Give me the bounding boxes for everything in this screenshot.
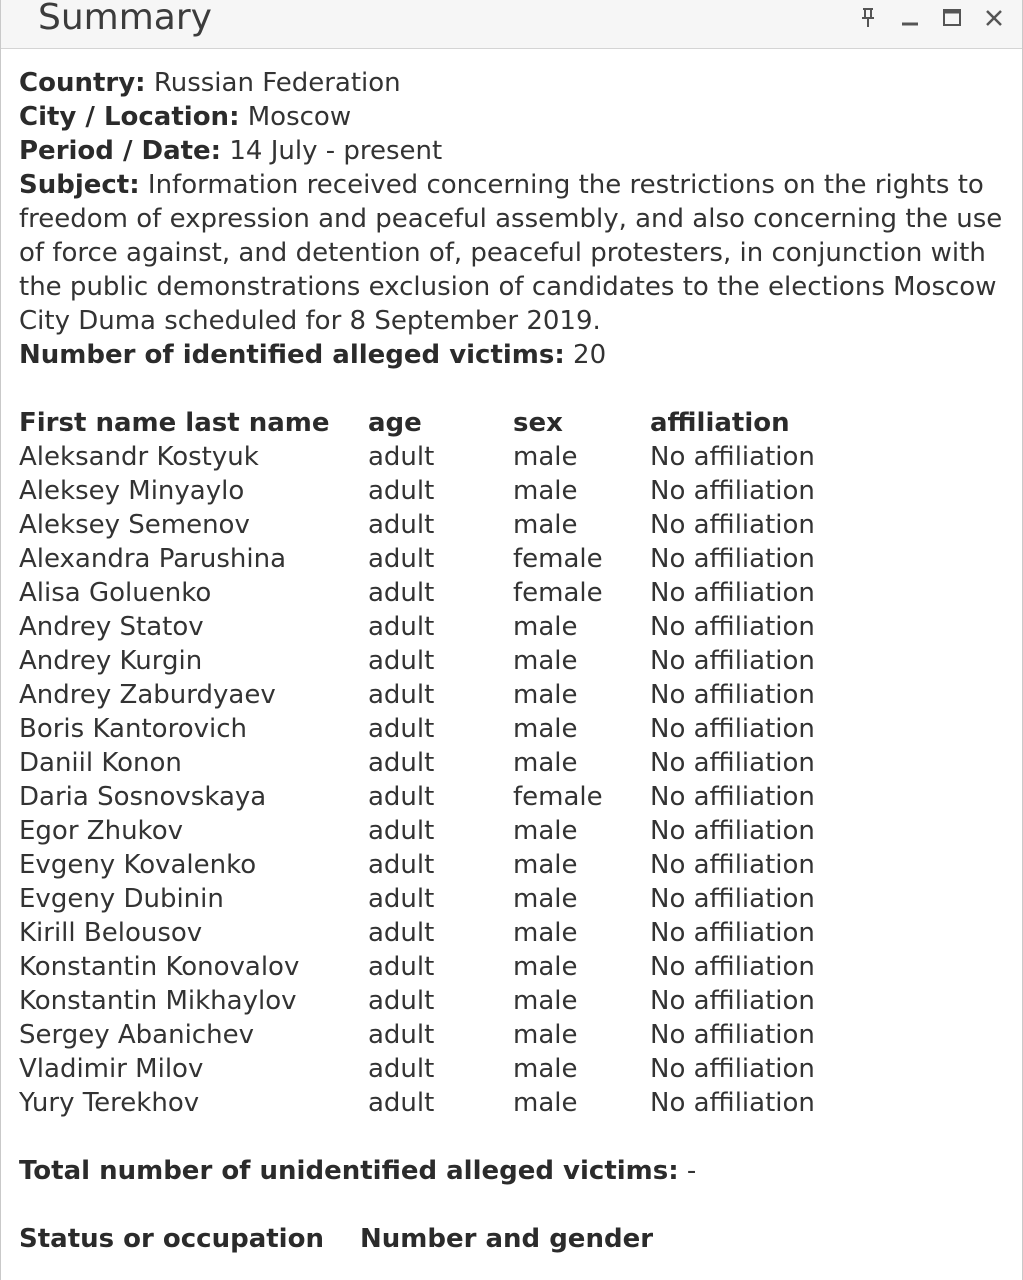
victim-age: adult <box>368 578 435 608</box>
victim-age: adult <box>368 918 435 948</box>
victim-name: Konstantin Konovalov <box>19 952 300 982</box>
victim-age: adult <box>368 1054 435 1084</box>
victim-name: Andrey Zaburdyaev <box>19 680 276 710</box>
table-row <box>19 848 910 882</box>
victims-table <box>19 406 910 1120</box>
victim-age: adult <box>368 510 435 540</box>
spacer <box>19 1188 1009 1222</box>
victim-age: adult <box>368 850 435 880</box>
table-row <box>19 984 910 1018</box>
table-row <box>19 576 910 610</box>
table-row <box>19 610 910 644</box>
victim-age: adult <box>368 612 435 642</box>
victim-age: adult <box>368 816 435 846</box>
victim-sex: male <box>513 510 578 540</box>
table-row <box>19 916 910 950</box>
victim-name: Aleksey Minyaylo <box>19 476 245 506</box>
city-label: City / Location: <box>19 102 240 132</box>
victim-age: adult <box>368 646 435 676</box>
victim-affiliation: No affiliation <box>650 918 815 948</box>
victim-name: Boris Kantorovich <box>19 714 247 744</box>
victim-affiliation: No affiliation <box>650 1020 815 1050</box>
victim-sex: male <box>513 1020 578 1050</box>
victim-sex: male <box>513 986 578 1016</box>
victim-name: Yury Terekhov <box>19 1088 200 1118</box>
pin-icon[interactable] <box>854 4 882 32</box>
table-row <box>19 474 910 508</box>
victim-affiliation: No affiliation <box>650 544 815 574</box>
victim-sex: female <box>513 782 603 812</box>
victim-affiliation: No affiliation <box>650 1054 815 1084</box>
victim-affiliation: No affiliation <box>650 612 815 642</box>
victim-sex: female <box>513 544 603 574</box>
victim-affiliation: No affiliation <box>650 476 815 506</box>
victim-name: Egor Zhukov <box>19 816 183 846</box>
victim-sex: male <box>513 442 578 472</box>
victim-name: Andrey Kurgin <box>19 646 203 676</box>
victim-name: Alexandra Parushina <box>19 544 287 574</box>
table-row <box>19 746 910 780</box>
victim-affiliation: No affiliation <box>650 884 815 914</box>
table-row <box>19 1018 910 1052</box>
victim-sex: male <box>513 1088 578 1118</box>
table-header-row <box>19 406 910 440</box>
victim-sex: male <box>513 1054 578 1084</box>
table-row <box>19 678 910 712</box>
subject-label: Subject: <box>19 170 140 200</box>
victim-affiliation: No affiliation <box>650 952 815 982</box>
victim-affiliation: No affiliation <box>650 510 815 540</box>
status-header-row <box>19 1222 1009 1256</box>
victim-age: adult <box>368 476 435 506</box>
victim-sex: male <box>513 816 578 846</box>
city-value: Moscow <box>247 102 352 132</box>
subject-value: Information received concerning the restrictions on the rights to freedom of expression and peaceful assembly, and also concerning the use of force against, and detention of, peaceful protesters, in conjunction with the public demonstrations exclusion of candidates to the elections Moscow City Duma scheduled for 8 September 2019. <box>19 170 1003 336</box>
victim-sex: male <box>513 850 578 880</box>
table-row <box>19 644 910 678</box>
victim-name: Andrey Statov <box>19 612 204 642</box>
window-title: Summary <box>38 0 212 38</box>
victim-affiliation: No affiliation <box>650 748 815 778</box>
victims-count-line <box>19 338 1009 372</box>
victim-age: adult <box>368 952 435 982</box>
victim-sex: male <box>513 714 578 744</box>
victim-sex: male <box>513 952 578 982</box>
spacer <box>19 372 1009 406</box>
table-row <box>19 508 910 542</box>
victim-age: adult <box>368 680 435 710</box>
victim-sex: male <box>513 646 578 676</box>
victim-affiliation: No affiliation <box>650 850 815 880</box>
period-label: Period / Date: <box>19 136 222 166</box>
table-row <box>19 780 910 814</box>
victim-name: Daria Sosnovskaya <box>19 782 267 812</box>
table-row <box>19 440 910 474</box>
victim-affiliation: No affiliation <box>650 442 815 472</box>
victim-age: adult <box>368 748 435 778</box>
victim-age: adult <box>368 1088 435 1118</box>
victim-sex: male <box>513 680 578 710</box>
victim-age: adult <box>368 714 435 744</box>
victim-name: Evgeny Dubinin <box>19 884 224 914</box>
victim-age: adult <box>368 442 435 472</box>
spacer <box>19 1120 1009 1154</box>
victim-name: Aleksey Semenov <box>19 510 250 540</box>
period-line <box>19 134 1009 168</box>
victim-affiliation: No affiliation <box>650 578 815 608</box>
victim-name: Kirill Belousov <box>19 918 203 948</box>
victim-name: Aleksandr Kostyuk <box>19 442 259 472</box>
minimize-icon[interactable] <box>896 4 924 32</box>
victim-sex: male <box>513 884 578 914</box>
table-row <box>19 1052 910 1086</box>
summary-content <box>19 66 1009 1256</box>
victims-count-label: Number of identified alleged victims: <box>19 340 565 370</box>
column-header-sex: sex <box>513 408 563 438</box>
subject-paragraph <box>19 168 1009 338</box>
unidentified-value: - <box>686 1156 697 1186</box>
victim-sex: male <box>513 748 578 778</box>
unidentified-label: Total number of unidentified alleged victims: <box>19 1156 679 1186</box>
city-line <box>19 100 1009 134</box>
victims-table-body <box>19 440 910 1120</box>
victim-affiliation: No affiliation <box>650 646 815 676</box>
victim-affiliation: No affiliation <box>650 986 815 1016</box>
country-label: Country: <box>19 68 146 98</box>
victim-sex: male <box>513 476 578 506</box>
victim-name: Daniil Konon <box>19 748 182 778</box>
victim-name: Vladimir Milov <box>19 1054 204 1084</box>
victim-sex: male <box>513 918 578 948</box>
maximize-icon[interactable] <box>938 4 966 32</box>
victim-age: adult <box>368 884 435 914</box>
status-occupation-header: Status or occupation <box>19 1224 324 1254</box>
unidentified-line <box>19 1154 1009 1188</box>
table-row <box>19 814 910 848</box>
number-gender-header: Number and gender <box>360 1224 654 1254</box>
table-row <box>19 882 910 916</box>
victim-name: Sergey Abanichev <box>19 1020 254 1050</box>
victim-affiliation: No affiliation <box>650 816 815 846</box>
victim-name: Konstantin Mikhaylov <box>19 986 297 1016</box>
victim-name: Evgeny Kovalenko <box>19 850 257 880</box>
victim-age: adult <box>368 782 435 812</box>
table-row <box>19 712 910 746</box>
victim-sex: female <box>513 578 603 608</box>
victim-name: Alisa Goluenko <box>19 578 212 608</box>
table-row <box>19 950 910 984</box>
victim-age: adult <box>368 986 435 1016</box>
column-header-name: First name last name <box>19 408 330 438</box>
window-controls <box>854 4 1008 32</box>
victim-age: adult <box>368 544 435 574</box>
victim-affiliation: No affiliation <box>650 782 815 812</box>
victim-sex: male <box>513 612 578 642</box>
table-row <box>19 542 910 576</box>
table-row <box>19 1086 910 1120</box>
victims-count-value: 20 <box>573 340 607 370</box>
country-value: Russian Federation <box>153 68 401 98</box>
close-icon[interactable] <box>980 4 1008 32</box>
column-header-age: age <box>368 408 422 438</box>
victim-affiliation: No affiliation <box>650 714 815 744</box>
victim-affiliation: No affiliation <box>650 680 815 710</box>
column-header-affiliation: affiliation <box>650 408 790 438</box>
victim-age: adult <box>368 1020 435 1050</box>
title-bar[interactable] <box>1 0 1022 49</box>
period-value: 14 July - present <box>229 136 443 166</box>
victim-affiliation: No affiliation <box>650 1088 815 1118</box>
country-line <box>19 66 1009 100</box>
